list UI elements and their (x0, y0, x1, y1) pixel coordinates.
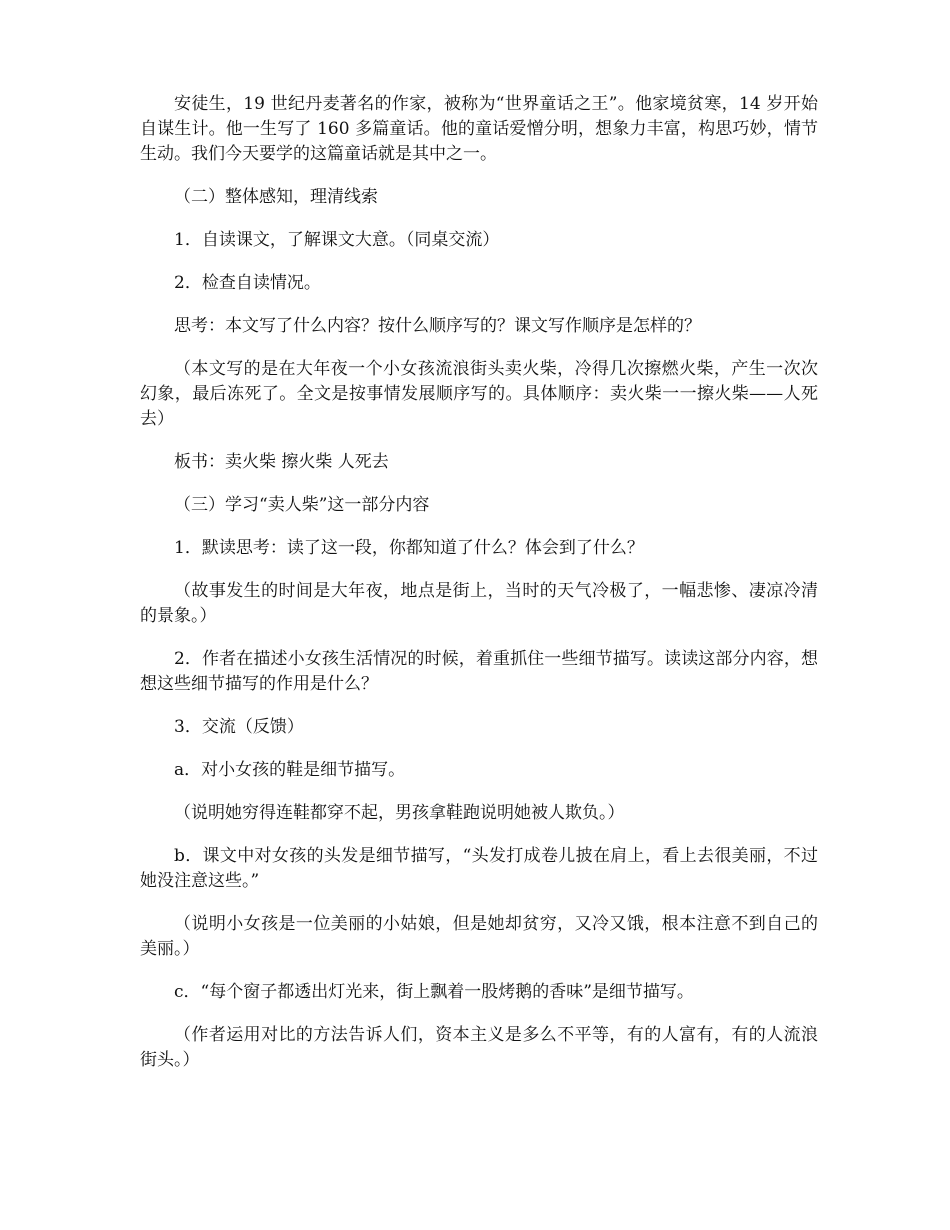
exchange-feedback: 3．交流（反馈） (174, 717, 304, 737)
section-heading-selling: （三）学习“卖人柴”这一部分内容 (174, 495, 430, 515)
answer-paragraph: （故事发生的时间是大年夜，地点是街上，当时的天气冷极了，一幅悲惨、凄凉冷清的景象。） (140, 581, 818, 626)
detail-item-shoes: a．对小女孩的鞋是细节描写。 (174, 760, 406, 780)
silent-reading-question: 1．默读思考：读了这一段，你都知道了什么？体会到了什么？ (174, 538, 644, 558)
answer-paragraph: （本文写的是在大年夜一个小女孩流浪街头卖火柴，冷得几次擦燃火柴，产生一次次幻象，最后冻死了。全文是按事情发展顺序写的。具体顺序：卖火柴一一擦火柴——人死去） (140, 359, 818, 429)
step-self-reading: 1．自读课文，了解课文大意。（同桌交流） (174, 230, 500, 250)
answer-paragraph: （说明小女孩是一位美丽的小姑娘，但是她却贫穷，又冷又饿，根本注意不到自己的美丽。） (140, 914, 818, 959)
thinking-question: 思考：本文写了什么内容？按什么顺序写的？课文写作顺序是怎样的？ (174, 316, 701, 336)
answer-paragraph: （作者运用对比的方法告诉人们，资本主义是多么不平等，有的人富有，有的人流浪街头。） (140, 1025, 818, 1070)
detail-item-windows: c．“每个窗子都透出灯光来，街上飘着一股烤鹅的香味”是细节描写。 (174, 982, 694, 1002)
blackboard-notes: 板书：卖火柴 擦火柴 人死去 (174, 452, 389, 472)
intro-paragraph: 安徒生，19 世纪丹麦著名的作家，被称为“世界童话之王”。他家境贫寒，14 岁开始自谋生计。他一生写了 160 多篇童话。他的童话爱憎分明，想象力丰富，构思巧妙，情节生动。我们今天要学的这篇童话就是其中之一。 (140, 94, 818, 164)
answer-paragraph: （说明她穷得连鞋都穿不起，男孩拿鞋跑说明她被人欺负。） (174, 803, 625, 823)
detail-description-question: 2．作者在描述小女孩生活情况的时候，着重抓住一些细节描写。读读这部分内容，想想这些细节描写的作用是什么？ (140, 649, 818, 694)
document-page (140, 92, 818, 1091)
section-heading-overall: （二）整体感知，理清线索 (174, 187, 378, 207)
step-check-reading: 2．检查自读情况。 (174, 273, 321, 293)
detail-item-hair: b．课文中对女孩的头发是细节描写，“头发打成卷儿披在肩上，看上去很美丽，不过她没注意这些。” (140, 846, 818, 891)
